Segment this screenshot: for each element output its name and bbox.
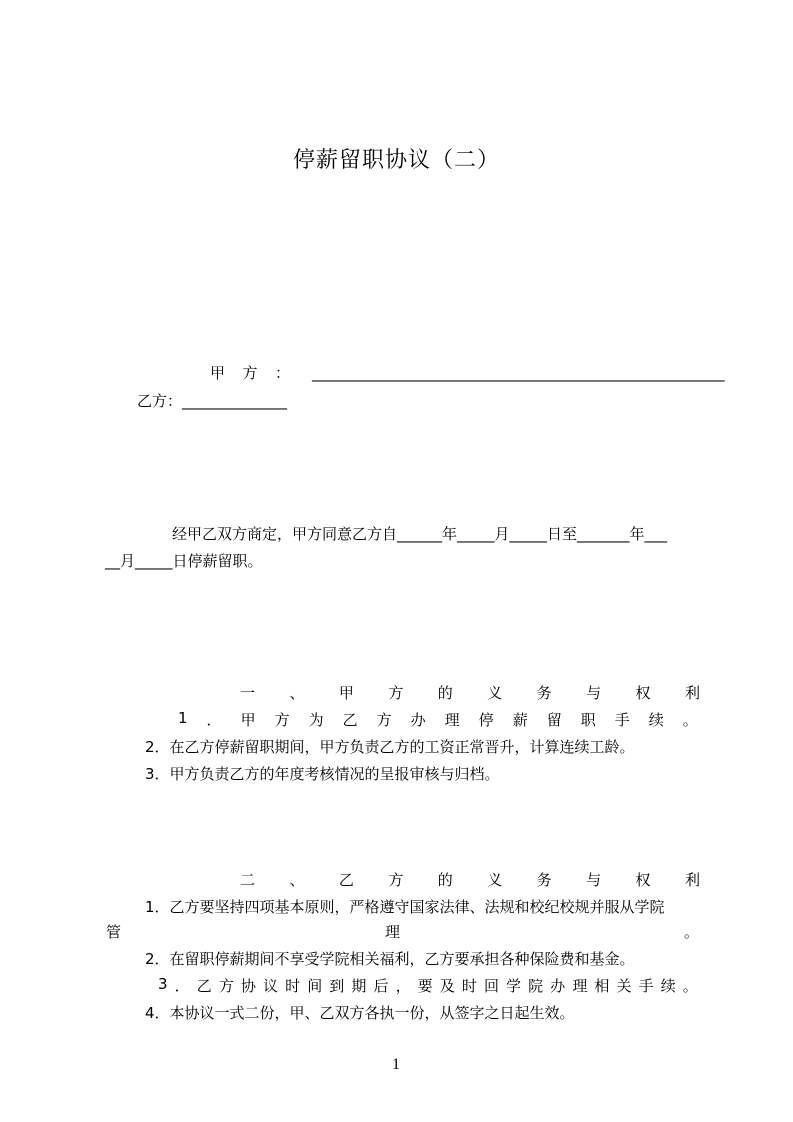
blank-dash: _ (619, 364, 627, 382)
blank-dash: _ (379, 364, 387, 382)
blank-dash: _ (447, 364, 455, 382)
blank-dash: _ (312, 364, 320, 382)
blank-dash: _ (582, 364, 590, 382)
blank-dash: _ (702, 364, 710, 382)
blank-dash: _ (432, 364, 440, 382)
section-2-item-1: 1．乙方要坚持四项基本原则，严格遵守国家法律、法规和校纪校规并服从学院 (145, 898, 665, 916)
blank-dash: _ (334, 364, 342, 382)
blank-dash: _ (679, 364, 687, 382)
blank-dash: _ (642, 364, 650, 382)
blank-dash: _ (627, 364, 635, 382)
party-b-line: 乙方：______________ (137, 392, 288, 410)
blank-dash: _ (567, 364, 575, 382)
blank-dash: _ (717, 364, 725, 382)
blank-dash: _ (469, 364, 477, 382)
blank-dash: _ (357, 364, 365, 382)
blank-dash: _ (597, 364, 605, 382)
agreement-line-2: __月_____日停薪留职。 (105, 552, 263, 570)
agreement-line-1: 经甲乙双方商定，甲方同意乙方自______年_____月_____日至_______年___ (172, 525, 668, 543)
blank-dash: _ (657, 364, 665, 382)
blank-dash: _ (424, 364, 432, 382)
blank-dash: _ (349, 364, 357, 382)
section-2-item-1-cont-mid: 理 (385, 923, 401, 941)
blank-dash: _ (589, 364, 597, 382)
blank-dash: _ (574, 364, 582, 382)
blank-dash: _ (537, 364, 545, 382)
section-1-item-3: 3．甲方负责乙方的年度考核情况的呈报审核与归档。 (145, 765, 500, 783)
blank-dash: _ (529, 364, 537, 382)
blank-dash: _ (507, 364, 515, 382)
section-1-item-2: 2．在乙方停薪留职期间，甲方负责乙方的工资正常晋升，计算连续工龄。 (145, 738, 635, 756)
section-2-heading: 二 、 乙 方 的 义 务 与 权 利 (240, 871, 700, 889)
blank-dash: _ (454, 364, 462, 382)
blank-dash: _ (327, 364, 335, 382)
blank-dash: _ (417, 364, 425, 382)
blank-dash: _ (387, 364, 395, 382)
blank-dash: _ (492, 364, 500, 382)
page-number: 1 (392, 1056, 400, 1073)
section-2-item-1-cont-start: 管 (106, 923, 122, 941)
blank-dash: _ (604, 364, 612, 382)
blank-dash: _ (664, 364, 672, 382)
blank-dash: _ (484, 364, 492, 382)
blank-dash: _ (514, 364, 522, 382)
blank-dash: _ (687, 364, 695, 382)
blank-dash: _ (364, 364, 372, 382)
blank-dash: _ (342, 364, 350, 382)
blank-dash: _ (409, 364, 417, 382)
blank-dash: _ (559, 364, 567, 382)
blank-dash: _ (709, 364, 717, 382)
blank-dash: _ (499, 364, 507, 382)
section-2-item-3: 3 ． 乙 方 协 议 时 间 到 期 后 ， 要 及 时 回 学 院 办 理 相 关 手 续 。 (158, 975, 698, 995)
blank-dash: _ (462, 364, 470, 382)
blank-dash: _ (394, 364, 402, 382)
blank-dash: _ (649, 364, 657, 382)
blank-dash: _ (544, 364, 552, 382)
document-title: 停薪留职协议（二） (293, 148, 501, 173)
party-a-label: 甲 方 ： (210, 364, 290, 382)
blank-dash: _ (439, 364, 447, 382)
blank-dash: _ (522, 364, 530, 382)
section-1-heading: 一 、 甲 方 的 义 务 与 权 利 (240, 684, 700, 702)
section-2-item-1-cont-end: 。 (684, 923, 700, 941)
party-a-blank[interactable] (312, 364, 725, 382)
section-1-item-1: 1 ． 甲 方 为 乙 方 办 理 停 薪 留 职 手 续 。 (178, 709, 698, 729)
blank-dash: _ (402, 364, 410, 382)
blank-dash: _ (552, 364, 560, 382)
blank-dash: _ (319, 364, 327, 382)
section-2-item-4: 4．本协议一式二份，甲、乙双方各执一份，从签字之日起生效。 (145, 1004, 575, 1022)
blank-dash: _ (477, 364, 485, 382)
blank-dash: _ (672, 364, 680, 382)
blank-dash: _ (634, 364, 642, 382)
blank-dash: _ (694, 364, 702, 382)
blank-dash: _ (372, 364, 380, 382)
blank-dash: _ (612, 364, 620, 382)
section-2-item-2: 2．在留职停薪期间不享受学院相关福利，乙方要承担各种保险费和基金。 (145, 950, 635, 968)
